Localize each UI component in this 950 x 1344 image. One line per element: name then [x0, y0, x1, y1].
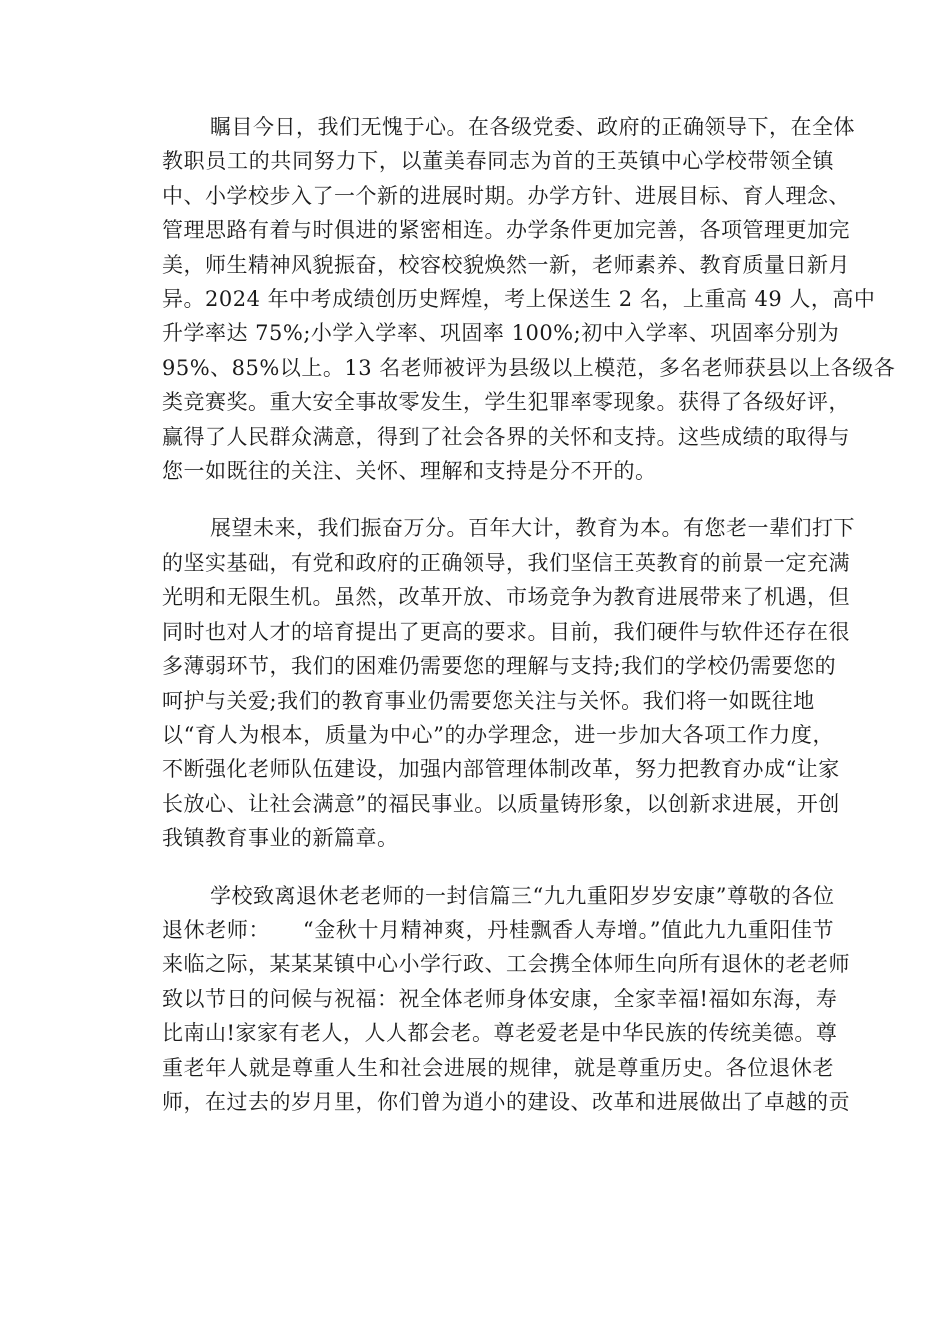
text-line: 您一如既往的关注、关怀、理解和支持是分不开的。: [162, 459, 657, 484]
text-line: 管理思路有着与时俱进的紧密相连。办学条件更加完善，各项管理更加完: [162, 218, 850, 243]
text-line: 长放心、让社会满意”的福民事业。以质量铸形象，以创新求进展，开创: [162, 791, 840, 816]
text-line: 师，在过去的岁月里，你们曾为逍小的建设、改革和进展做出了卓越的贡: [162, 1089, 850, 1114]
text-line: 中、小学校步入了一个新的进展时期。办学方针、进展目标、育人理念、: [162, 183, 850, 208]
text-line: 不断强化老师队伍建设，加强内部管理体制改革，努力把教育办成“让家: [162, 757, 840, 782]
text-line: 的坚实基础，有党和政府的正确领导，我们坚信王英教育的前景一定充满: [162, 550, 850, 575]
text-line: 学校致离退休老老师的一封信篇三“九九重阳岁岁安康”尊敬的各位: [210, 883, 835, 908]
text-line: 比南山!家家有老人，人人都会老。尊老爱老是中华民族的传统美德。尊: [162, 1021, 838, 1046]
paragraph-3: [114, 879, 850, 1120]
document-body: [114, 110, 896, 1142]
text-line: 同时也对人才的培育提出了更高的要求。目前，我们硬件与软件还存在很: [162, 619, 850, 644]
text-line: 来临之际，某某某镇中心小学行政、工会携全体师生向所有退休的老老师: [162, 952, 850, 977]
text-line: 异。2024 年中考成绩创历史辉煌，考上保送生 2 名，上重高 49 人，高中: [162, 287, 876, 312]
text-line: 赢得了人民群众满意，得到了社会各界的关怀和支持。这些成绩的取得与: [162, 424, 850, 449]
text-line: 致以节日的问候与祝福：祝全体老师身体安康，全家幸福!福如东海，寿: [162, 986, 838, 1011]
paragraph-1: [114, 110, 896, 488]
text-line: 我镇教育事业的新篇章。: [162, 826, 399, 851]
text-line: 瞩目今日，我们无愧于心。在各级党委、政府的正确领导下，在全体: [210, 115, 855, 139]
text-line: 光明和无限生机。虽然，改革开放、市场竞争为教育进展带来了机遇，但: [162, 585, 850, 610]
text-line: 呵护与关爱;我们的教育事业仍需要您关注与关怀。我们将一如既往地: [162, 688, 815, 713]
text-line: 95%、85%以上。13 名老师被评为县级以上模范，多名老师获县以上各级各: [162, 355, 896, 380]
text-line: 教职员工的共同努力下，以董美春同志为首的王英镇中心学校带领全镇: [162, 149, 834, 174]
text-line: 以“育人为根本，质量为中心”的办学理念，进一步加大各项工作力度，: [162, 722, 834, 747]
text-line: 美，师生精神风貌振奋，校容校貌焕然一新，老师素养、教育质量日新月: [162, 252, 850, 277]
text-line: 类竞赛奖。重大安全事故零发生，学生犯罪率零现象。获得了各级好评，: [162, 390, 850, 415]
text-line: 退休老师： “金秋十月精神爽，丹桂飘香人寿增。”值此九九重阳佳节: [162, 917, 834, 942]
text-line: 升学率达 75%;小学入学率、巩固率 100%;初中入学率、巩固率分别为: [162, 321, 840, 346]
text-line: 多薄弱环节，我们的困难仍需要您的理解与支持;我们的学校仍需要您的: [162, 654, 837, 679]
text-line: 重老年人就是尊重人生和社会进展的规律，就是尊重历史。各位退休老: [162, 1055, 834, 1080]
text-line: 展望未来，我们振奋万分。百年大计，教育为本。有您老一辈们打下: [210, 516, 855, 541]
paragraph-2: [114, 511, 855, 855]
